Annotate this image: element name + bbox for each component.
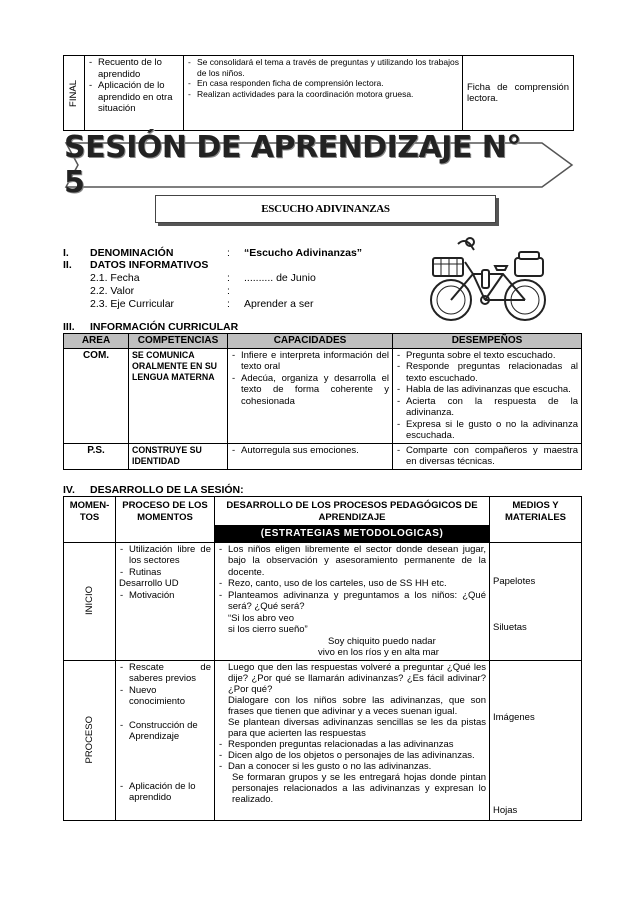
strategy-item: - Rezo, canto, uso de los carteles, uso de SS HH etc.	[218, 578, 486, 590]
col-header	[215, 497, 490, 543]
section-num: III.	[63, 321, 75, 333]
media-cell	[490, 542, 582, 660]
process-cell	[116, 660, 215, 820]
final-moment-table	[63, 55, 574, 131]
moment-cell	[64, 542, 116, 660]
valor-label: 2.2. Valor	[90, 285, 135, 297]
moment-cell	[64, 660, 116, 820]
section-num: II.	[63, 259, 72, 271]
process-item: - Rutinas	[119, 567, 211, 579]
process-item: - Motivación	[119, 590, 211, 602]
strategies-cell	[215, 542, 490, 660]
process-item: - Nuevo conocimiento	[119, 685, 211, 708]
media-cell	[490, 660, 582, 820]
curricular-table	[63, 333, 582, 470]
desempeno-item: - Comparte con compañeros y maestra en diversas técnicas.	[396, 445, 578, 468]
moment-label-proceso: PROCESO	[83, 716, 95, 764]
process-item: - Utilización libre de los sectores	[119, 544, 211, 567]
area-cell: P.S.	[64, 443, 129, 469]
fecha-value: .......... de Junio	[244, 272, 316, 284]
moment-label-final: FINAL	[68, 79, 80, 107]
strategies-cell	[215, 660, 490, 820]
table-row	[64, 542, 582, 660]
col-header: AREA	[64, 334, 129, 349]
media-item: Siluetas	[493, 622, 527, 633]
colon: :	[227, 298, 230, 310]
session-title: SESIÓN DE APRENDIZAJE N° 5	[64, 130, 521, 200]
media-item: Imágenes	[493, 711, 535, 723]
process-item: - Rescate de saberes previos	[119, 662, 211, 685]
strategy-text: Dialogare con los niños sobre las adivinanzas, que son frases que tienen que adivinar y a veces suenan igual.	[228, 694, 486, 717]
section-label: DATOS INFORMATIVOS	[90, 259, 209, 271]
colon: :	[227, 285, 230, 297]
riddle-line: si los cierro sueño”	[228, 624, 308, 635]
desempeno-item: - Pregunta sobre el texto escuchado.	[396, 350, 578, 362]
riddle-line: Soy chiquito puedo nadar	[328, 635, 436, 647]
section-label: DESARROLLO DE LA SESIÓN:	[90, 484, 244, 496]
process-item: - Construcción de Aprendizaje	[119, 720, 211, 743]
media-item: Hojas	[493, 805, 518, 816]
strategies-cell	[184, 56, 463, 131]
fecha-label: 2.1. Fecha	[90, 272, 140, 284]
strategy-item: - Responden preguntas relacionadas a las adivinanzas	[218, 739, 486, 750]
col-header: MOMEN-TOS	[64, 497, 116, 543]
process-item: - Recuento de lo aprendido	[88, 57, 180, 80]
competencia-cell: CONSTRUYE SU IDENTIDAD	[129, 443, 228, 469]
materials-cell	[463, 56, 574, 131]
strategy-item: - Se consolidará el tema a través de preguntas y utilizando los trabajos de los niños.	[187, 57, 459, 78]
strategy-item: - Dan a conocer si les gusto o no las adivinanzas.	[218, 761, 486, 772]
media-item: Papelotes	[493, 575, 536, 587]
session-subtitle: ESCUCHO ADIVINANZAS	[155, 195, 496, 223]
session-banner	[64, 130, 576, 200]
capacidad-item: - Autorregula sus emociones.	[231, 445, 389, 457]
table-header-row	[64, 334, 582, 349]
strategy-text: Se plantean diversas adivinanzas sencillas se les da pistas para que acierten las respuestas	[228, 716, 486, 739]
section-num: I.	[63, 247, 69, 259]
table-header-row	[64, 497, 582, 543]
process-item: - Aplicación de lo aprendido	[119, 781, 211, 804]
strategy-item: - Los niños eligen libremente el sector donde desean jugar, bajo la observación y asesoramiento permanente de la docente.	[218, 544, 486, 579]
col-header: MEDIOS Y MATERIALES	[490, 497, 582, 543]
materials-text: Ficha de comprensión lectora.	[467, 81, 569, 104]
desempenos-cell	[393, 348, 582, 443]
desempeno-item: - Habla de las adivinanzas que escucha.	[396, 384, 578, 396]
development-table	[63, 496, 582, 821]
moment-cell	[64, 56, 85, 131]
strategy-text: Luego que den las respuestas volveré a preguntar ¿Qué les dije? ¿Por qué se llamarán adivinanzas? ¿Es fácil adivinar? ¿Por qué?	[228, 661, 486, 695]
strategies-header: (ESTRATEGIAS METODOLOGICAS)	[214, 525, 490, 543]
capacidad-item: - Adecúa, organiza y desarrolla el texto de forma coherente y cohesionada	[231, 373, 389, 408]
col-header: DESEMPEÑOS	[393, 334, 582, 349]
process-cell	[85, 56, 184, 131]
table-row	[64, 660, 582, 820]
colon: :	[227, 247, 230, 259]
table-row	[64, 443, 582, 469]
riddle-line: vivo en los ríos y en alta mar	[318, 647, 439, 658]
col-header: CAPACIDADES	[228, 334, 393, 349]
moment-label-inicio: INICIO	[83, 586, 95, 616]
denomination-value: “Escucho Adivinanzas”	[244, 247, 363, 259]
colon: :	[227, 272, 230, 284]
capacidades-cell	[228, 443, 393, 469]
capacidades-cell	[228, 348, 393, 443]
desempeno-item: - Responde preguntas relacionadas al texto escuchado.	[396, 361, 578, 384]
process-item: - Aplicación de lo aprendido en otra situación	[88, 80, 180, 115]
section-label: INFORMACIÓN CURRICULAR	[90, 321, 239, 333]
section-label: DENOMINACIÓN	[90, 247, 174, 259]
strategy-text: Se formaran grupos y se les entregará hojas donde pintan personajes relacionados a las adivinanzas y expresan lo realizado.	[232, 771, 486, 805]
process-cell	[116, 542, 215, 660]
col-header: COMPETENCIAS	[129, 334, 228, 349]
section-num: IV.	[63, 484, 75, 496]
table-row	[64, 348, 582, 443]
desempenos-cell	[393, 443, 582, 469]
col-header: PROCESO DE LOS MOMENTOS	[116, 497, 215, 543]
strategy-item: - Realizan actividades para la coordinación motora gruesa.	[187, 89, 459, 100]
competencia-cell: SE COMUNICA ORALMENTE EN SU LENGUA MATERNA	[129, 348, 228, 443]
strategy-item: - En casa responden ficha de comprensión lectora.	[187, 78, 459, 89]
strategy-item: - Dicen algo de los objetos o personajes de las adivinanzas.	[218, 750, 486, 761]
desempeno-item: - Acierta con la respuesta de la adivinanza.	[396, 396, 578, 419]
capacidad-item: - Infiere e interpreta información del texto oral	[231, 350, 389, 373]
area-cell: COM.	[64, 348, 129, 443]
process-text: Desarrollo UD	[119, 578, 179, 589]
desempeno-item: - Expresa si le gusto o no la adivinanza escuchada.	[396, 419, 578, 442]
dev-header-title: DESARROLLO DE LOS PROCESOS PEDAGÓGICOS DE APRENDIZAJE	[226, 500, 478, 523]
strategy-item: - Planteamos adivinanza y preguntamos a los niños: ¿Qué será? ¿Qué será?	[218, 590, 486, 613]
eje-label: 2.3. Eje Curricular	[90, 298, 175, 310]
eje-value: Aprender a ser	[244, 298, 314, 310]
bicycle-illustration-icon	[425, 232, 553, 324]
riddle-line: “Si los abro veo	[228, 612, 295, 624]
